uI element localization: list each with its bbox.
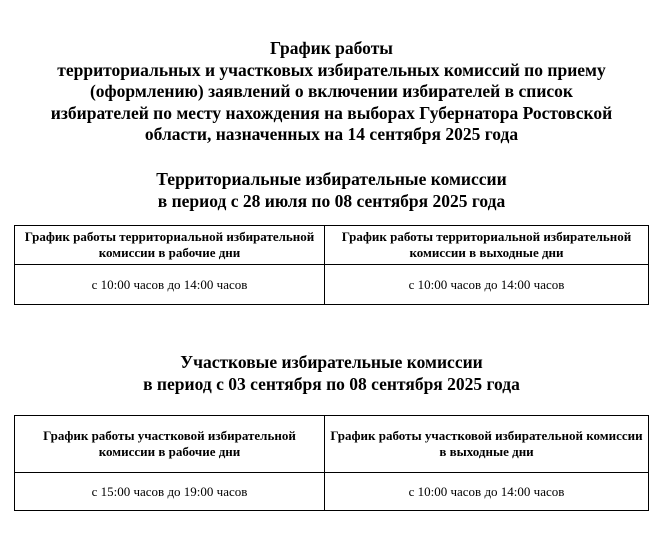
territorial-title-line-2: в период с 28 июля по 08 сентября 2025 года	[157, 190, 506, 211]
document-title-line-1: График работы	[270, 38, 393, 58]
territorial-weekends-header: График работы территориальной избирательной комиссии в выходные дни	[325, 226, 649, 265]
territorial-section-title	[0, 169, 663, 212]
document-title-line-3: (оформлению) заявлений о включении избирателей в список	[89, 81, 574, 101]
document-title	[0, 38, 663, 146]
table-header-row	[15, 416, 649, 473]
precinct-workdays-hours: с 15:00 часов до 19:00 часов	[15, 473, 325, 511]
territorial-workdays-header: График работы территориальной избирательной комиссии в рабочие дни	[15, 226, 325, 265]
territorial-weekends-hours: с 10:00 часов до 14:00 часов	[325, 265, 649, 305]
document-title-line-5: области, назначенных на 14 сентября 2025 года	[144, 124, 519, 144]
table-row	[15, 473, 649, 511]
territorial-workdays-hours: с 10:00 часов до 14:00 часов	[15, 265, 325, 305]
table-header-row	[15, 226, 649, 265]
precinct-section-title	[0, 352, 663, 395]
precinct-weekends-hours: с 10:00 часов до 14:00 часов	[325, 473, 649, 511]
territorial-title-line-1: Территориальные избирательные комиссии	[156, 169, 507, 189]
precinct-title-line-2: в период с 03 сентября по 08 сентября 2025 года	[143, 373, 520, 394]
document-title-line-4: избирателей по месту нахождения на выборах Губернатора Ростовской	[50, 102, 613, 123]
table-row	[15, 265, 649, 305]
precinct-workdays-header: График работы участковой избирательной комиссии в рабочие дни	[15, 416, 325, 473]
document-title-line-2: территориальных и участковых избирательных комиссий по приему	[57, 59, 606, 80]
precinct-schedule-table	[14, 415, 649, 511]
territorial-schedule-table	[14, 225, 649, 305]
precinct-weekends-header: График работы участковой избирательной комиссии в выходные дни	[325, 416, 649, 473]
precinct-title-line-1: Участковые избирательные комиссии	[180, 352, 483, 372]
